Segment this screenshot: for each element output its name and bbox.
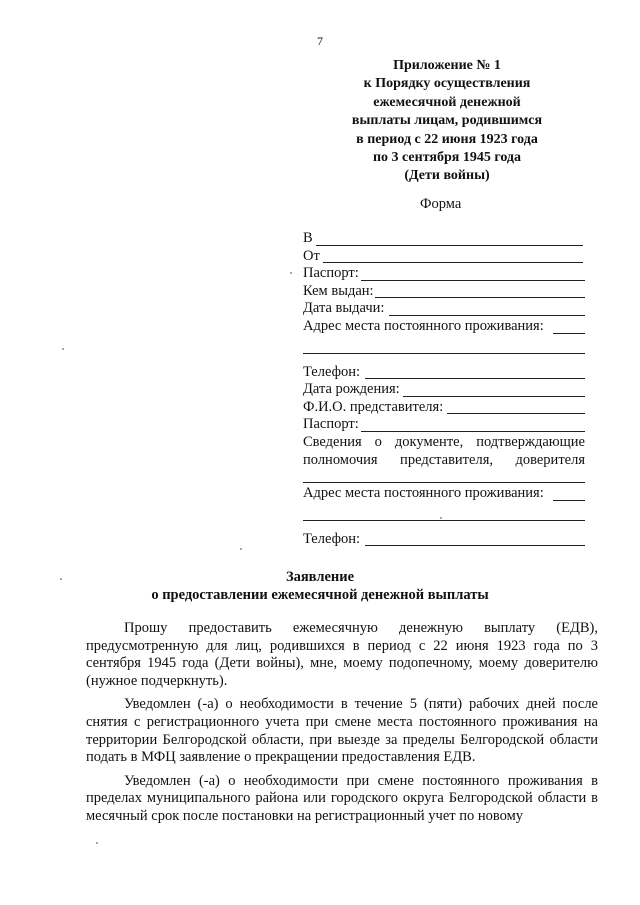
page-number: 7 [317,34,323,48]
field-label: Паспорт: [303,416,359,433]
field-authority-docs-line1 [303,434,585,452]
field-label: Адрес места постоянного проживания: [303,485,544,502]
scan-speck [440,517,442,519]
fill-line[interactable] [316,245,583,246]
field-label: В [303,230,313,246]
field-label: Сведения о документе, подтверждающие [303,433,585,450]
fill-line[interactable] [365,545,585,546]
field-label: полномочия представителя, доверителя [303,451,585,468]
fill-line[interactable] [361,280,585,281]
scan-speck [96,842,98,844]
field-birth-date[interactable] [303,381,585,399]
field-label: Дата рождения: [303,381,400,398]
field-label: Паспорт: [303,265,359,282]
fill-line[interactable] [447,413,585,414]
field-to[interactable] [303,230,585,248]
field-representative-address[interactable] [303,485,585,503]
field-passport[interactable] [303,265,585,283]
statement-paragraph: Уведомлен (-а) о необходимости в течение 5 (пяти) рабочих дней после снятия с регистрационного учета при смене места постоянного проживания на территории Белгородской области, при выезде за пределы Белгородской области подать в МФЦ заявление о прекращении предоставления ЕДВ. [86,696,598,766]
applicant-fields [303,230,585,548]
statement-title [0,568,640,604]
form-label: Форма [420,196,462,212]
field-phone[interactable] [303,364,585,382]
statement-heading: Заявление [285,569,355,585]
appendix-line: ежемесячной денежной [373,94,521,110]
fill-line[interactable] [303,353,585,354]
field-issue-date[interactable] [303,300,585,318]
fill-line[interactable] [553,333,585,334]
fill-line[interactable] [303,520,585,521]
fill-line[interactable] [389,315,585,316]
representative-address-continuation[interactable] [303,503,585,523]
authority-docs-fill[interactable] [303,469,585,485]
field-label: Адрес места постоянного проживания: [303,317,544,334]
field-representative-name[interactable] [303,399,585,417]
appendix-line: к Порядку осуществления [363,76,531,92]
statement-body [86,620,598,832]
appendix-line: в период с 22 июня 1923 года [356,131,538,147]
scan-speck [62,348,64,350]
field-label: Дата выдачи: [303,300,385,317]
field-label: От [303,247,320,264]
field-from[interactable] [303,248,585,266]
field-label: Телефон: [303,530,361,547]
fill-line[interactable] [323,262,583,263]
statement-paragraph: Прошу предоставить ежемесячную денежную выплату (ЕДВ), предусмотренную для лиц, родившихся в период с 22 июня 1923 года по 3 сентября 1945 года (Дети войны), мне, моему подопечному, моему доверителю (нужное подчеркнуть). [86,620,598,689]
appendix-header [332,57,562,186]
fill-line[interactable] [375,297,585,298]
field-label: Телефон: [303,363,361,380]
field-label: Ф.И.О. представителя: [303,398,444,415]
field-label: Кем выдан: [303,282,374,299]
address-continuation[interactable] [303,336,585,356]
appendix-line: Приложение № 1 [393,58,501,73]
field-issued-by[interactable] [303,283,585,301]
fill-line[interactable] [403,396,585,397]
appendix-line: (Дети войны) [404,168,490,184]
scan-speck [240,548,242,550]
fill-line[interactable] [365,378,585,379]
fill-line[interactable] [303,482,585,483]
field-representative-passport[interactable] [303,416,585,434]
scan-speck [290,272,292,274]
fill-line[interactable] [361,431,585,432]
appendix-line: по 3 сентября 1945 года [372,150,522,166]
fill-line[interactable] [553,500,585,501]
field-authority-docs-line2 [303,452,585,470]
field-representative-phone[interactable] [303,531,585,549]
appendix-line: выплаты лицам, родившимся [351,113,543,129]
statement-paragraph: Уведомлен (-а) о необходимости при смене постоянного проживания в пределах муниципального района или городского округа Белгородской области в месячный срок после постановки на регистрационный учет по новому [86,772,598,824]
statement-subheading: о предоставлении ежемесячной денежной выплаты [151,587,489,603]
field-address[interactable] [303,318,585,336]
scan-speck [60,578,62,580]
